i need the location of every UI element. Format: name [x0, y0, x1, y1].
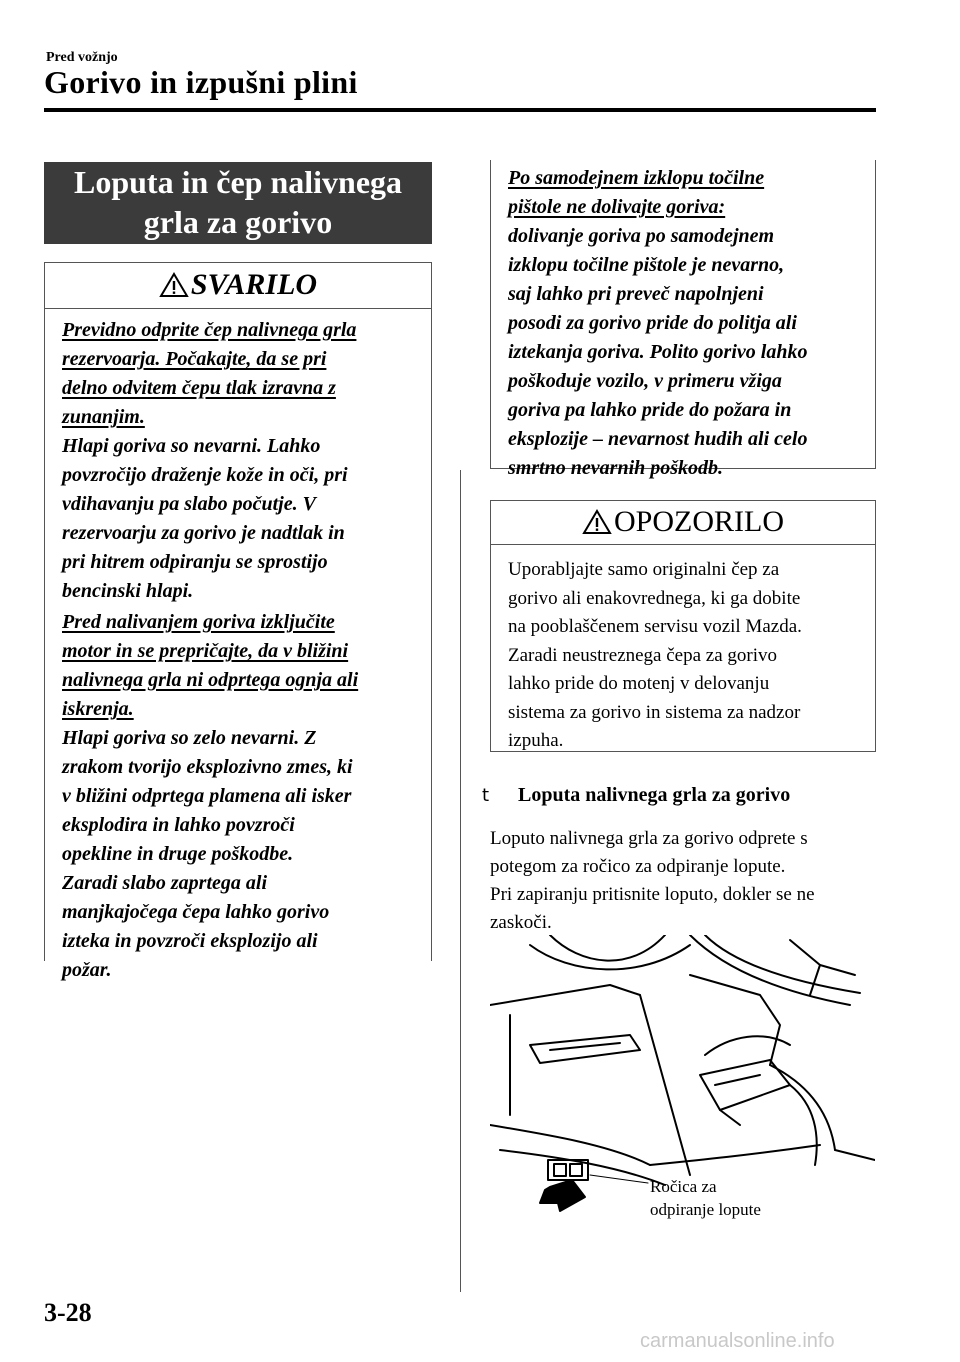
- warning-2-ul-2: nalivnega grla ni odprtega ognja ali: [62, 669, 359, 691]
- warning-heading-text: SVARILO: [190, 268, 318, 301]
- cont-line-0: dolivanje goriva po samodejnem: [508, 225, 775, 247]
- warning-1-ul-0: Previdno odprite čep nalivnega grla: [62, 319, 357, 341]
- section-label: Pred vožnjo: [46, 50, 118, 65]
- warning-1-ul-3: zunanjim.: [62, 406, 145, 428]
- warning-1-ul-1: rezervoarja. Počakajte, da se pri: [62, 348, 327, 370]
- column-divider: [460, 470, 461, 1292]
- cont-line-8: smrtno nevarnih poškodb.: [508, 457, 724, 479]
- cont-line-1: izklopu točilne pištole je nevarno,: [508, 254, 785, 276]
- warning-2-line-3: eksplodira in lahko povzroči: [62, 814, 295, 836]
- caution-line-5: sistema za gorivo in sistema za nadzor: [508, 701, 801, 723]
- cont-line-6: goriva pa lahko pride do požara in: [508, 399, 792, 421]
- caution-line-6: izpuha.: [508, 730, 564, 751]
- warning-triangle-icon: [582, 509, 612, 535]
- warning-1-line-0: Hlapi goriva so nevarni. Lahko: [62, 435, 321, 457]
- title-rule: [44, 108, 876, 112]
- page-number: 3-28: [44, 1298, 92, 1327]
- caution-text: [508, 556, 864, 756]
- warning-2-line-4: opekline in druge poškodbe.: [62, 843, 294, 865]
- subsection-heading: [482, 784, 790, 807]
- subsection-title: Loputa nalivnega grla za gorivo: [518, 784, 791, 806]
- warning-2-line-5: Zaradi slabo zaprtega ali: [62, 872, 268, 894]
- cont-line-2: saj lahko pri preveč napolnjeni: [508, 283, 764, 305]
- figure-label-line-1: Ročica za: [650, 1177, 717, 1196]
- caution-heading-text: OPOZORILO: [614, 505, 784, 538]
- body-line-2: Pri zapiranju pritisnite loputo, dokler se ne: [490, 884, 815, 905]
- warning-2-line-7: izteka in povzroči eksplozijo ali: [62, 930, 318, 952]
- caution-line-0: Uporabljajte samo originalni čep za: [508, 559, 780, 580]
- body-line-1: potegom za ročico za odpiranje lopute.: [490, 856, 786, 877]
- caution-line-2: na pooblaščenem servisu vozil Mazda.: [508, 616, 802, 637]
- cont-line-7: eksplozije – nevarnost hudih ali celo: [508, 428, 808, 450]
- warning-heading: [44, 262, 432, 309]
- warning-2-ul-1: motor in se prepričajte, da v bližini: [62, 640, 349, 662]
- warning-2-line-0: Hlapi goriva so zelo nevarni. Z: [62, 727, 317, 749]
- warning-triangle-icon: [159, 272, 189, 298]
- warning-2-line-2: v bližini odprtega plamena ali isker: [62, 785, 352, 807]
- warning-1-line-3: rezervoarju za gorivo je nadtlak in: [62, 522, 345, 544]
- caution-line-3: Zaradi neustreznega čepa za gorivo: [508, 644, 778, 666]
- body-line-3: zaskoči.: [490, 912, 552, 933]
- bullet-marker: t: [482, 785, 490, 806]
- warning-block-1: [62, 316, 422, 606]
- cont-ul-0: Po samodejnem izklopu točilne: [508, 167, 765, 189]
- banner-line-1: Loputa in čep nalivnega: [73, 164, 403, 200]
- warning-2-line-1: zrakom tvorijo eksplozivno zmes, ki: [62, 756, 353, 778]
- figure-label-line-2: odpiranje lopute: [650, 1200, 761, 1219]
- warning-2-ul-3: iskrenja.: [62, 698, 134, 720]
- body-paragraph: [490, 825, 870, 937]
- warning-1-ul-2: delno odvitem čepu tlak izravna z: [62, 377, 336, 399]
- watermark: carmanualsonline.info: [640, 1330, 835, 1352]
- warning-1-line-1: povzročijo draženje kože in oči, pri: [62, 464, 348, 486]
- warning-2-line-8: požar.: [62, 959, 112, 981]
- cont-line-4: iztekanja goriva. Polito gorivo lahko: [508, 341, 808, 363]
- warning-1-line-2: vdihavanju pa slabo počutje. V: [62, 493, 316, 515]
- warning-2-ul-0: Pred nalivanjem goriva izključite: [62, 611, 335, 633]
- caution-heading: [490, 500, 876, 545]
- warning-1-line-4: pri hitrem odpiranju se sprostijo: [62, 551, 328, 573]
- cont-line-3: posodi za gorivo pride do politja ali: [508, 312, 797, 334]
- banner-line-2: grla za gorivo: [143, 204, 333, 240]
- caution-line-1: gorivo ali enakovrednega, ki ga dobite: [508, 587, 801, 609]
- warning-2-line-6: manjkajočega čepa lahko gorivo: [62, 901, 330, 923]
- body-line-0: Loputo nalivnega grla za gorivo odprete s: [490, 828, 808, 849]
- page-title: Gorivo in izpušni plini: [44, 64, 358, 100]
- topic-banner: [44, 162, 432, 244]
- cont-ul-1: pištole ne dolivajte goriva:: [508, 196, 726, 218]
- warning-1-line-5: bencinski hlapi.: [62, 580, 194, 602]
- warning-block-2: [62, 608, 422, 985]
- warning-continued-text: [508, 164, 864, 483]
- cont-line-5: poškoduje vozilo, v primeru vžiga: [508, 370, 782, 392]
- caution-line-4: lahko pride do motenj v delovanju: [508, 673, 770, 694]
- figure-label: [650, 1175, 761, 1221]
